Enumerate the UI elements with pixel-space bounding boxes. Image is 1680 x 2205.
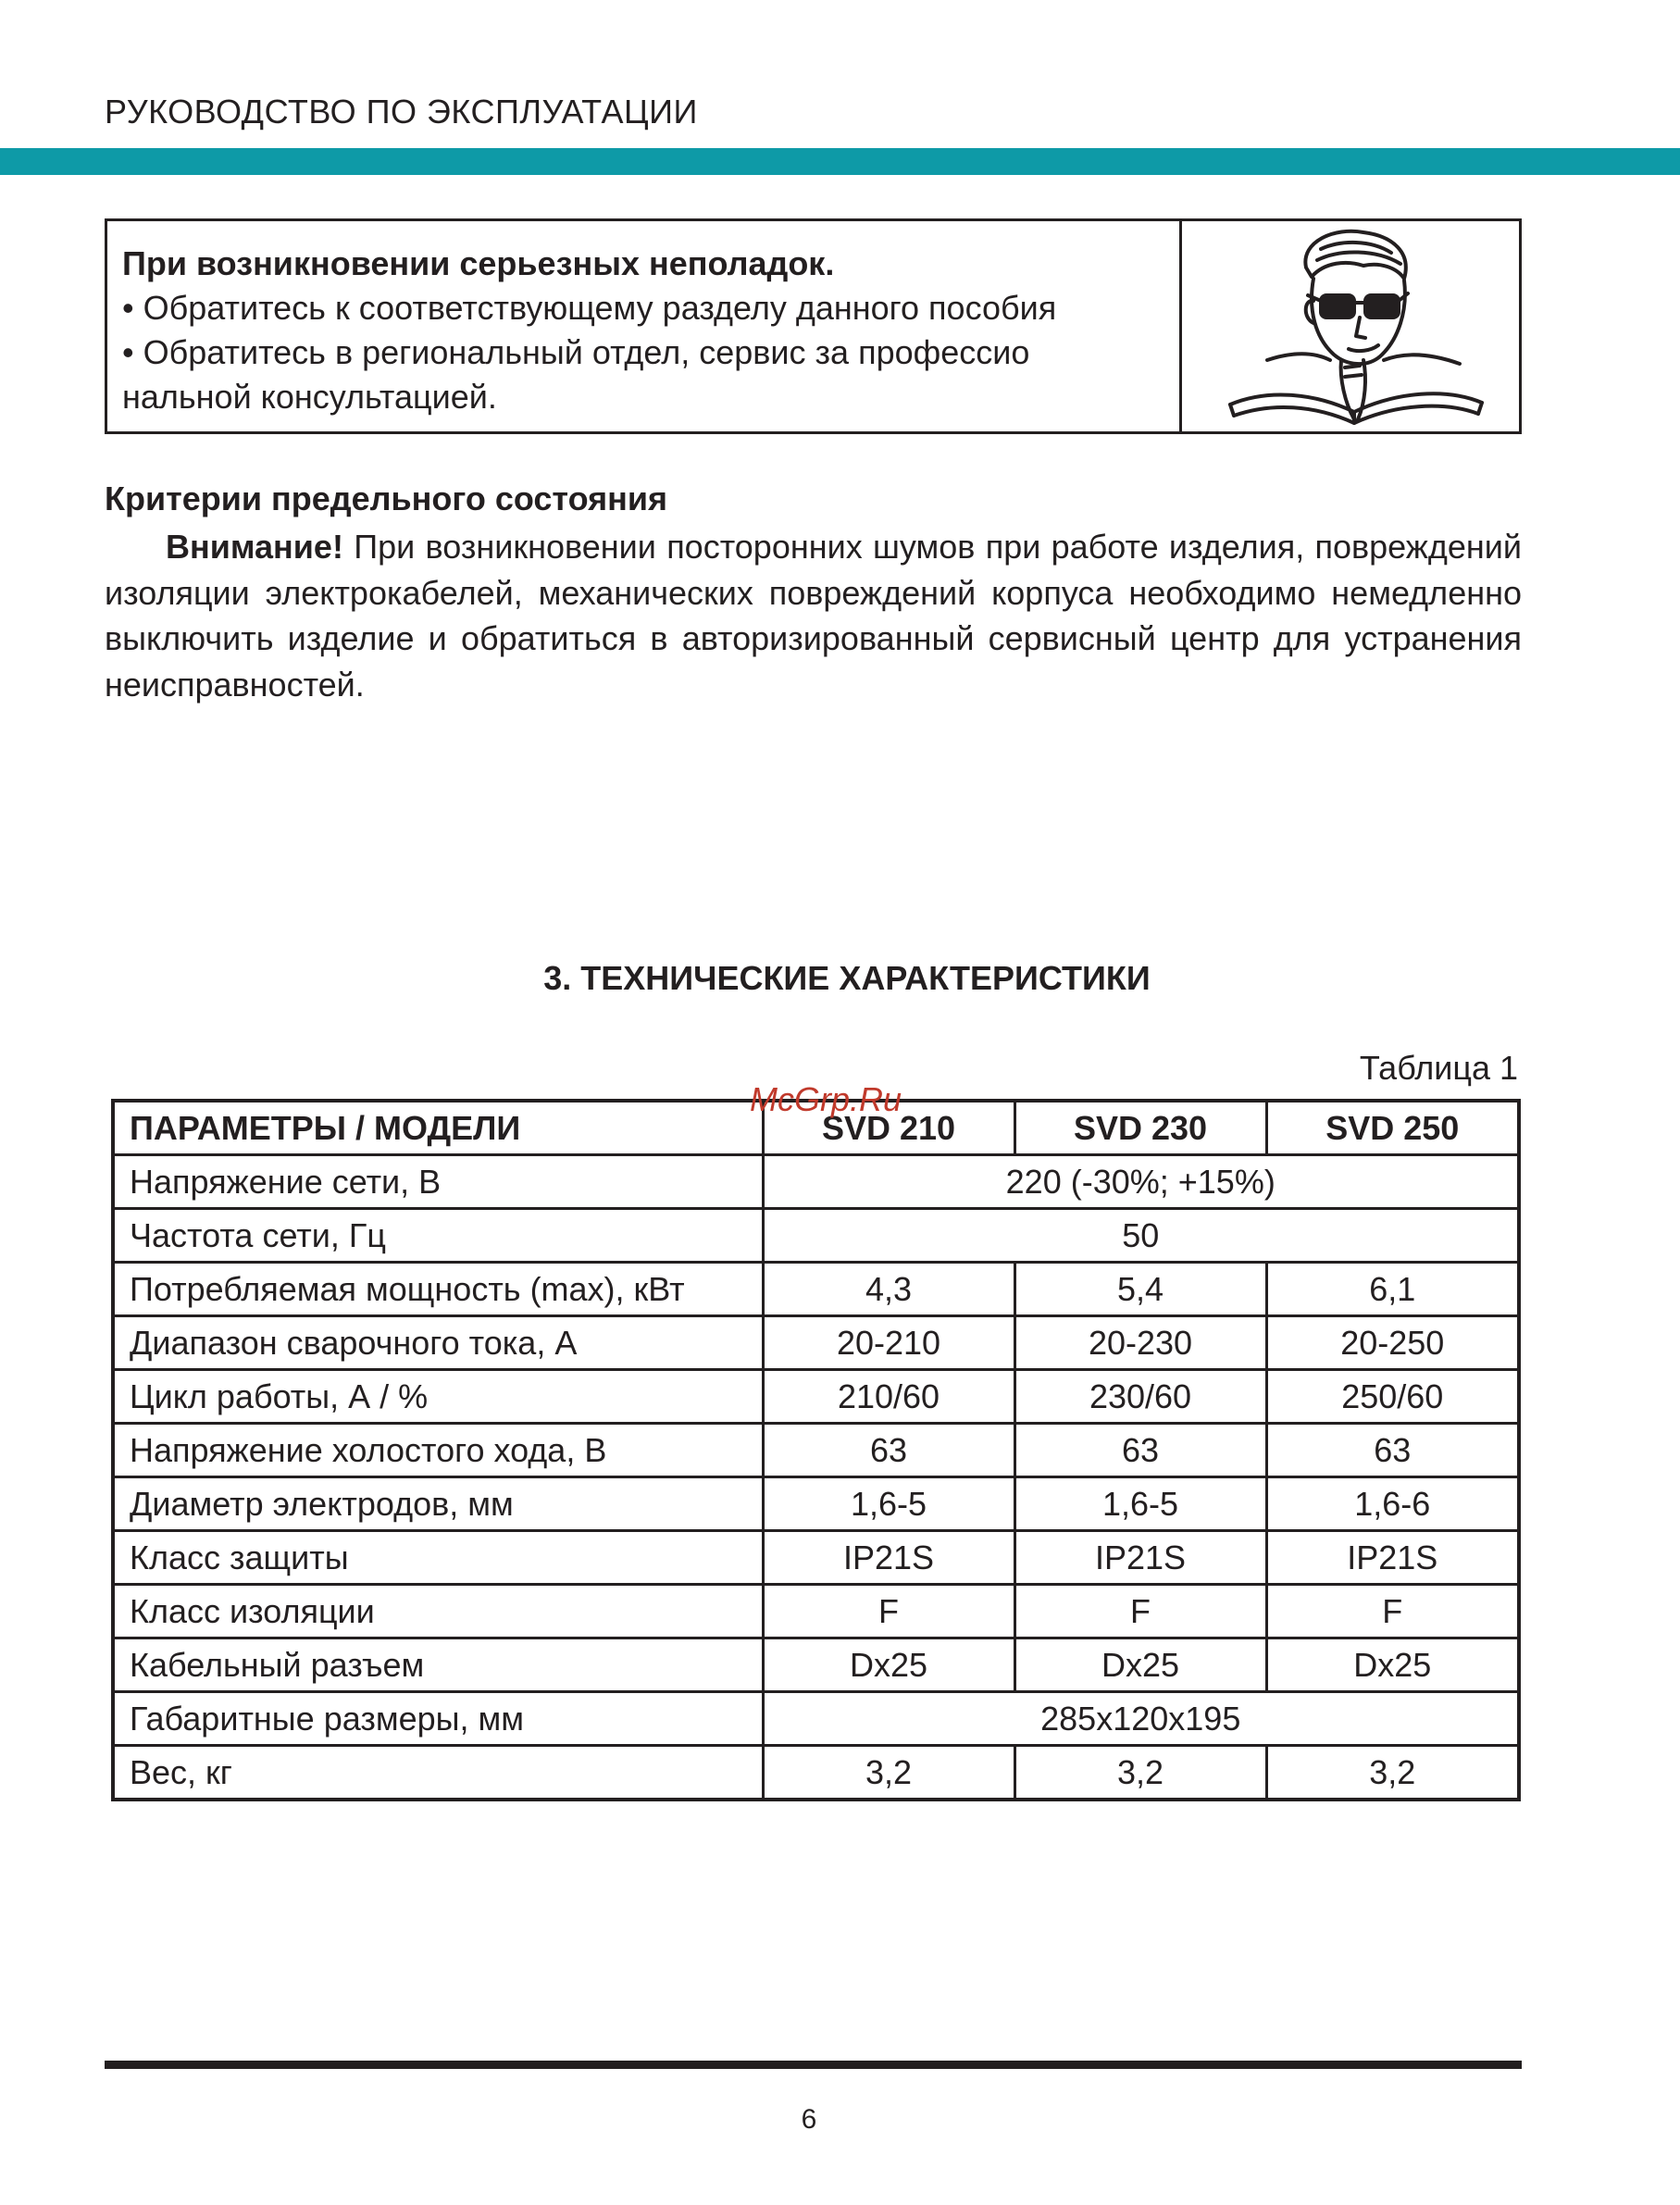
notice-box — [105, 218, 1522, 434]
person-reading-book-icon — [1182, 221, 1522, 431]
specifications-table — [111, 1099, 1521, 1801]
row-value: 20-230 — [1014, 1316, 1266, 1370]
row-value: 3,2 — [1266, 1746, 1519, 1800]
table-row — [113, 1370, 1519, 1424]
table-caption: Таблица 1 — [1359, 1049, 1518, 1087]
row-label: Вес, кг — [113, 1746, 763, 1800]
watermark: McGrp.Ru — [750, 1080, 902, 1118]
row-value: F — [763, 1585, 1014, 1638]
row-value: IP21S — [1014, 1531, 1266, 1585]
row-value: Dx25 — [763, 1638, 1014, 1692]
row-value: 3,2 — [763, 1746, 1014, 1800]
header-model: SVD 230 — [1014, 1101, 1266, 1155]
row-value: 230/60 — [1014, 1370, 1266, 1424]
criteria-text: При возникновении посторонних шумов при работе изделия, повреждений изоляции электрокабелей, механических повреждений корпуса необходимо немедленно выключить изделие и обратиться в авторизированный сервисный центр для устранения неисправностей. — [105, 528, 1522, 704]
header-model: SVD 210 — [763, 1101, 1014, 1155]
header-model: SVD 250 — [1266, 1101, 1519, 1155]
header-accent-bar — [0, 148, 1680, 175]
table-row — [113, 1692, 1519, 1746]
row-value: 5,4 — [1014, 1263, 1266, 1316]
row-value: 63 — [1014, 1424, 1266, 1477]
table-row — [113, 1316, 1519, 1370]
row-value: 20-250 — [1266, 1316, 1519, 1370]
footer-rule — [105, 2061, 1522, 2069]
attention-label: Внимание! — [166, 528, 343, 566]
row-value: Dx25 — [1014, 1638, 1266, 1692]
criteria-paragraph — [105, 524, 1522, 707]
table-row — [113, 1209, 1519, 1263]
table-row — [113, 1746, 1519, 1800]
row-label: Диапазон сварочного тока, А — [113, 1316, 763, 1370]
row-label: Класс изоляции — [113, 1585, 763, 1638]
row-value: 63 — [1266, 1424, 1519, 1477]
page-header-title: РУКОВОДСТВО ПО ЭКСПЛУАТАЦИИ — [105, 93, 698, 131]
table-row — [113, 1155, 1519, 1209]
table-row — [113, 1585, 1519, 1638]
row-value: 4,3 — [763, 1263, 1014, 1316]
table-row — [113, 1477, 1519, 1531]
section-title: 3. ТЕХНИЧЕСКИЕ ХАРАКТЕРИСТИКИ — [543, 959, 1151, 997]
row-label: Цикл работы, А / % — [113, 1370, 763, 1424]
row-value: F — [1014, 1585, 1266, 1638]
row-value-merged: 50 — [763, 1209, 1519, 1263]
row-value-merged: 285x120x195 — [763, 1692, 1519, 1746]
notice-continuation: нальной консультацией. — [122, 378, 497, 416]
notice-title: При возникновении серьезных неполадок. — [122, 244, 835, 282]
table-row — [113, 1424, 1519, 1477]
row-label: Габаритные размеры, мм — [113, 1692, 763, 1746]
row-value: F — [1266, 1585, 1519, 1638]
notice-bullet: • Обратитесь к соответствующему разделу данного пособия — [122, 289, 1057, 327]
table-row — [113, 1531, 1519, 1585]
header-parameters: ПАРАМЕТРЫ / МОДЕЛИ — [113, 1101, 763, 1155]
row-label: Кабельный разъем — [113, 1638, 763, 1692]
row-value-merged: 220 (-30%; +15%) — [763, 1155, 1519, 1209]
row-value: 1,6-5 — [1014, 1477, 1266, 1531]
table-row — [113, 1638, 1519, 1692]
row-value: 1,6-5 — [763, 1477, 1014, 1531]
row-label: Напряжение сети, В — [113, 1155, 763, 1209]
notice-bullet: • Обратитесь в региональный отдел, сервис за профессио — [122, 333, 1030, 371]
table-row — [113, 1263, 1519, 1316]
page-number: 6 — [801, 2104, 817, 2135]
row-value: IP21S — [1266, 1531, 1519, 1585]
row-label: Напряжение холостого хода, В — [113, 1424, 763, 1477]
row-value: 3,2 — [1014, 1746, 1266, 1800]
row-value: IP21S — [763, 1531, 1014, 1585]
row-value: Dx25 — [1266, 1638, 1519, 1692]
row-label: Потребляемая мощность (max), кВт — [113, 1263, 763, 1316]
row-value: 1,6-6 — [1266, 1477, 1519, 1531]
row-value: 250/60 — [1266, 1370, 1519, 1424]
row-label: Диаметр электродов, мм — [113, 1477, 763, 1531]
row-label: Частота сети, Гц — [113, 1209, 763, 1263]
notice-text — [107, 221, 1182, 431]
row-value: 63 — [763, 1424, 1014, 1477]
row-label: Класс защиты — [113, 1531, 763, 1585]
row-value: 6,1 — [1266, 1263, 1519, 1316]
row-value: 210/60 — [763, 1370, 1014, 1424]
criteria-title: Критерии предельного состояния — [105, 480, 667, 517]
row-value: 20-210 — [763, 1316, 1014, 1370]
